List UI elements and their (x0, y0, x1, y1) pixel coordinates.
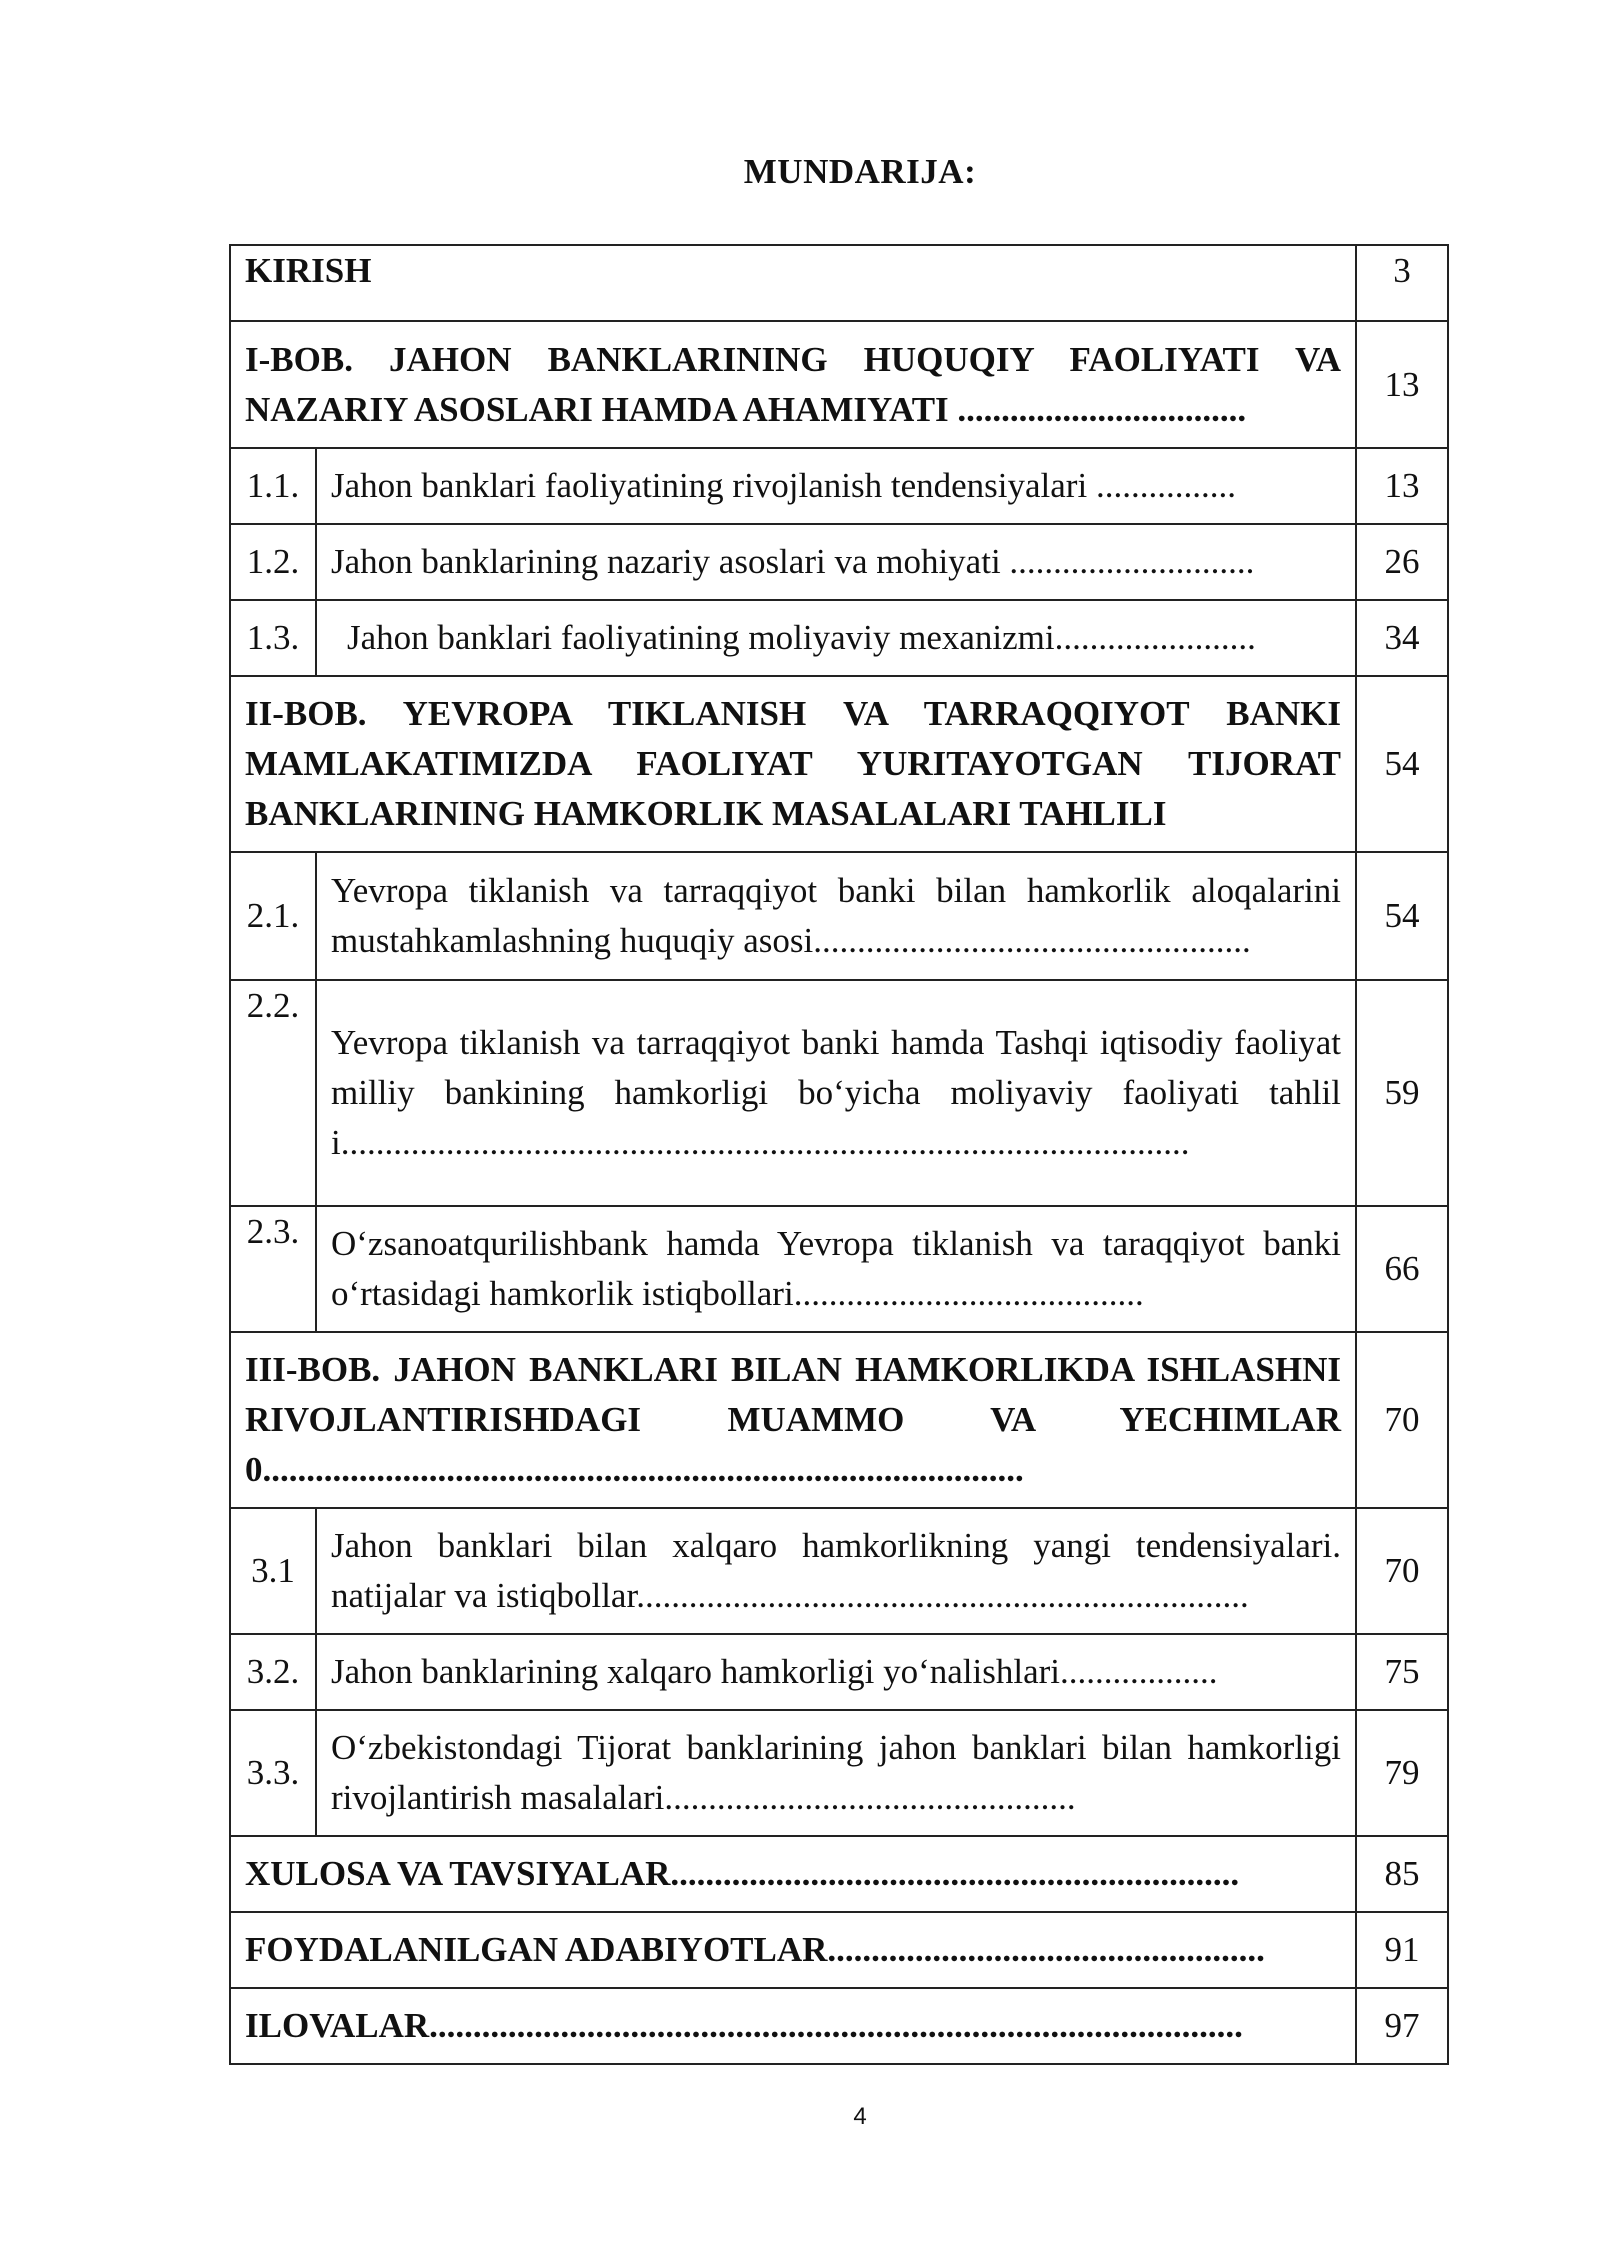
toc-page-number: 13 (1356, 321, 1448, 448)
toc-page-number: 26 (1356, 524, 1448, 600)
toc-page-number: 54 (1356, 676, 1448, 852)
toc-page-number: 79 (1356, 1710, 1448, 1836)
toc-chapter-title: XULOSA VA TAVSIYALAR................................................................. (230, 1836, 1356, 1912)
toc-chapter-title: I-BOB. JAHON BANKLARINING HUQUQIY FAOLIYATI VA NAZARIY ASOSLARI HAMDA AHAMIYATI ................................. (230, 321, 1356, 448)
toc-section-title: Yevropa tiklanish va tarraqqiyot banki hamda Tashqi iqtisodiy faoliyat milliy bankining hamkorligi bo‘yicha moliyaviy faoliyati tahlili................................................................................................. (316, 980, 1356, 1206)
toc-section-title: Yevropa tiklanish va tarraqqiyot banki bilan hamkorlik aloqalarini mustahkamlashning huquqiy asosi.................................................. (316, 852, 1356, 980)
toc-page-number: 34 (1356, 600, 1448, 676)
page-number-footer: 4 (853, 2103, 867, 2130)
toc-row-section-1-2 (230, 524, 1448, 600)
toc-chapter-title: II-BOB. YEVROPA TIKLANISH VA TARRAQQIYOT BANKI MAMLAKATIMIZDA FAOLIYAT YURITAYOTGAN TIJORAT BANKLARINING HAMKORLIK MASALALARI TAHLILI (230, 676, 1356, 852)
toc-section-number: 3.2. (230, 1634, 316, 1710)
toc-row-section-2-3 (230, 1206, 1448, 1332)
toc-section-number: 1.3. (230, 600, 316, 676)
toc-section-title: Jahon banklari bilan xalqaro hamkorlikning yangi tendensiyalari. natijalar va istiqbollar...................................................................... (316, 1508, 1356, 1634)
toc-section-number: 3.1 (230, 1508, 316, 1634)
toc-chapter-title: ILOVALAR............................................................................................. (230, 1988, 1356, 2064)
toc-row-section-1-1 (230, 448, 1448, 524)
toc-section-title: Jahon banklari faoliyatining moliyaviy mexanizmi....................... (316, 600, 1356, 676)
toc-page-number: 3 (1356, 245, 1448, 321)
toc-section-number: 2.3. (230, 1206, 316, 1332)
toc-row-xulosa (230, 1836, 1448, 1912)
table-of-contents (229, 244, 1449, 2065)
toc-page-number: 97 (1356, 1988, 1448, 2064)
toc-page-number: 13 (1356, 448, 1448, 524)
toc-page-number: 91 (1356, 1912, 1448, 1988)
toc-section-number: 1.2. (230, 524, 316, 600)
toc-row-section-1-3 (230, 600, 1448, 676)
toc-row-ilovalar (230, 1988, 1448, 2064)
toc-page-number: 59 (1356, 980, 1448, 1206)
toc-row-section-3-1 (230, 1508, 1448, 1634)
toc-row-section-2-1 (230, 852, 1448, 980)
toc-chapter-title: FOYDALANILGAN ADABIYOTLAR.................................................. (230, 1912, 1356, 1988)
toc-section-number: 1.1. (230, 448, 316, 524)
toc-section-number: 3.3. (230, 1710, 316, 1836)
toc-row-section-3-3 (230, 1710, 1448, 1836)
toc-section-title: Jahon banklari faoliyatining rivojlanish tendensiyalari ................ (316, 448, 1356, 524)
toc-section-title: Jahon banklarining xalqaro hamkorligi yo‘nalishlari.................. (316, 1634, 1356, 1710)
toc-chapter-title: III-BOB. JAHON BANKLARI BILAN HAMKORLIKDA ISHLASHNI RIVOJLANTIRISHDAGI MUAMMO VA YECHIMLAR0....................................................................................... (230, 1332, 1356, 1508)
toc-page-number: 70 (1356, 1508, 1448, 1634)
toc-row-section-2-2 (230, 980, 1448, 1206)
toc-page-number: 54 (1356, 852, 1448, 980)
toc-section-title: O‘zbekistondagi Tijorat banklarining jahon banklari bilan hamkorligi rivojlantirish masalalari............................................... (316, 1710, 1356, 1836)
toc-section-title: Jahon banklarining nazariy asoslari va mohiyati ............................ (316, 524, 1356, 600)
toc-row-adabiyotlar (230, 1912, 1448, 1988)
toc-section-number: 2.2. (230, 980, 316, 1206)
page-title: MUNDARIJA: (743, 152, 977, 191)
toc-row-chapter-3 (230, 1332, 1448, 1508)
toc-section-title: O‘zsanoatqurilishbank hamda Yevropa tiklanish va taraqqiyot banki o‘rtasidagi hamkorlik istiqbollari........................................ (316, 1206, 1356, 1332)
toc-section-number: 2.1. (230, 852, 316, 980)
toc-row-chapter-2 (230, 676, 1448, 852)
toc-page-number: 70 (1356, 1332, 1448, 1508)
toc-page-number: 85 (1356, 1836, 1448, 1912)
toc-page-number: 75 (1356, 1634, 1448, 1710)
toc-row-chapter-1 (230, 321, 1448, 448)
toc-page-number: 66 (1356, 1206, 1448, 1332)
toc-row-kirish (230, 245, 1448, 321)
toc-row-section-3-2 (230, 1634, 1448, 1710)
toc-chapter-title: KIRISH (230, 245, 1356, 321)
